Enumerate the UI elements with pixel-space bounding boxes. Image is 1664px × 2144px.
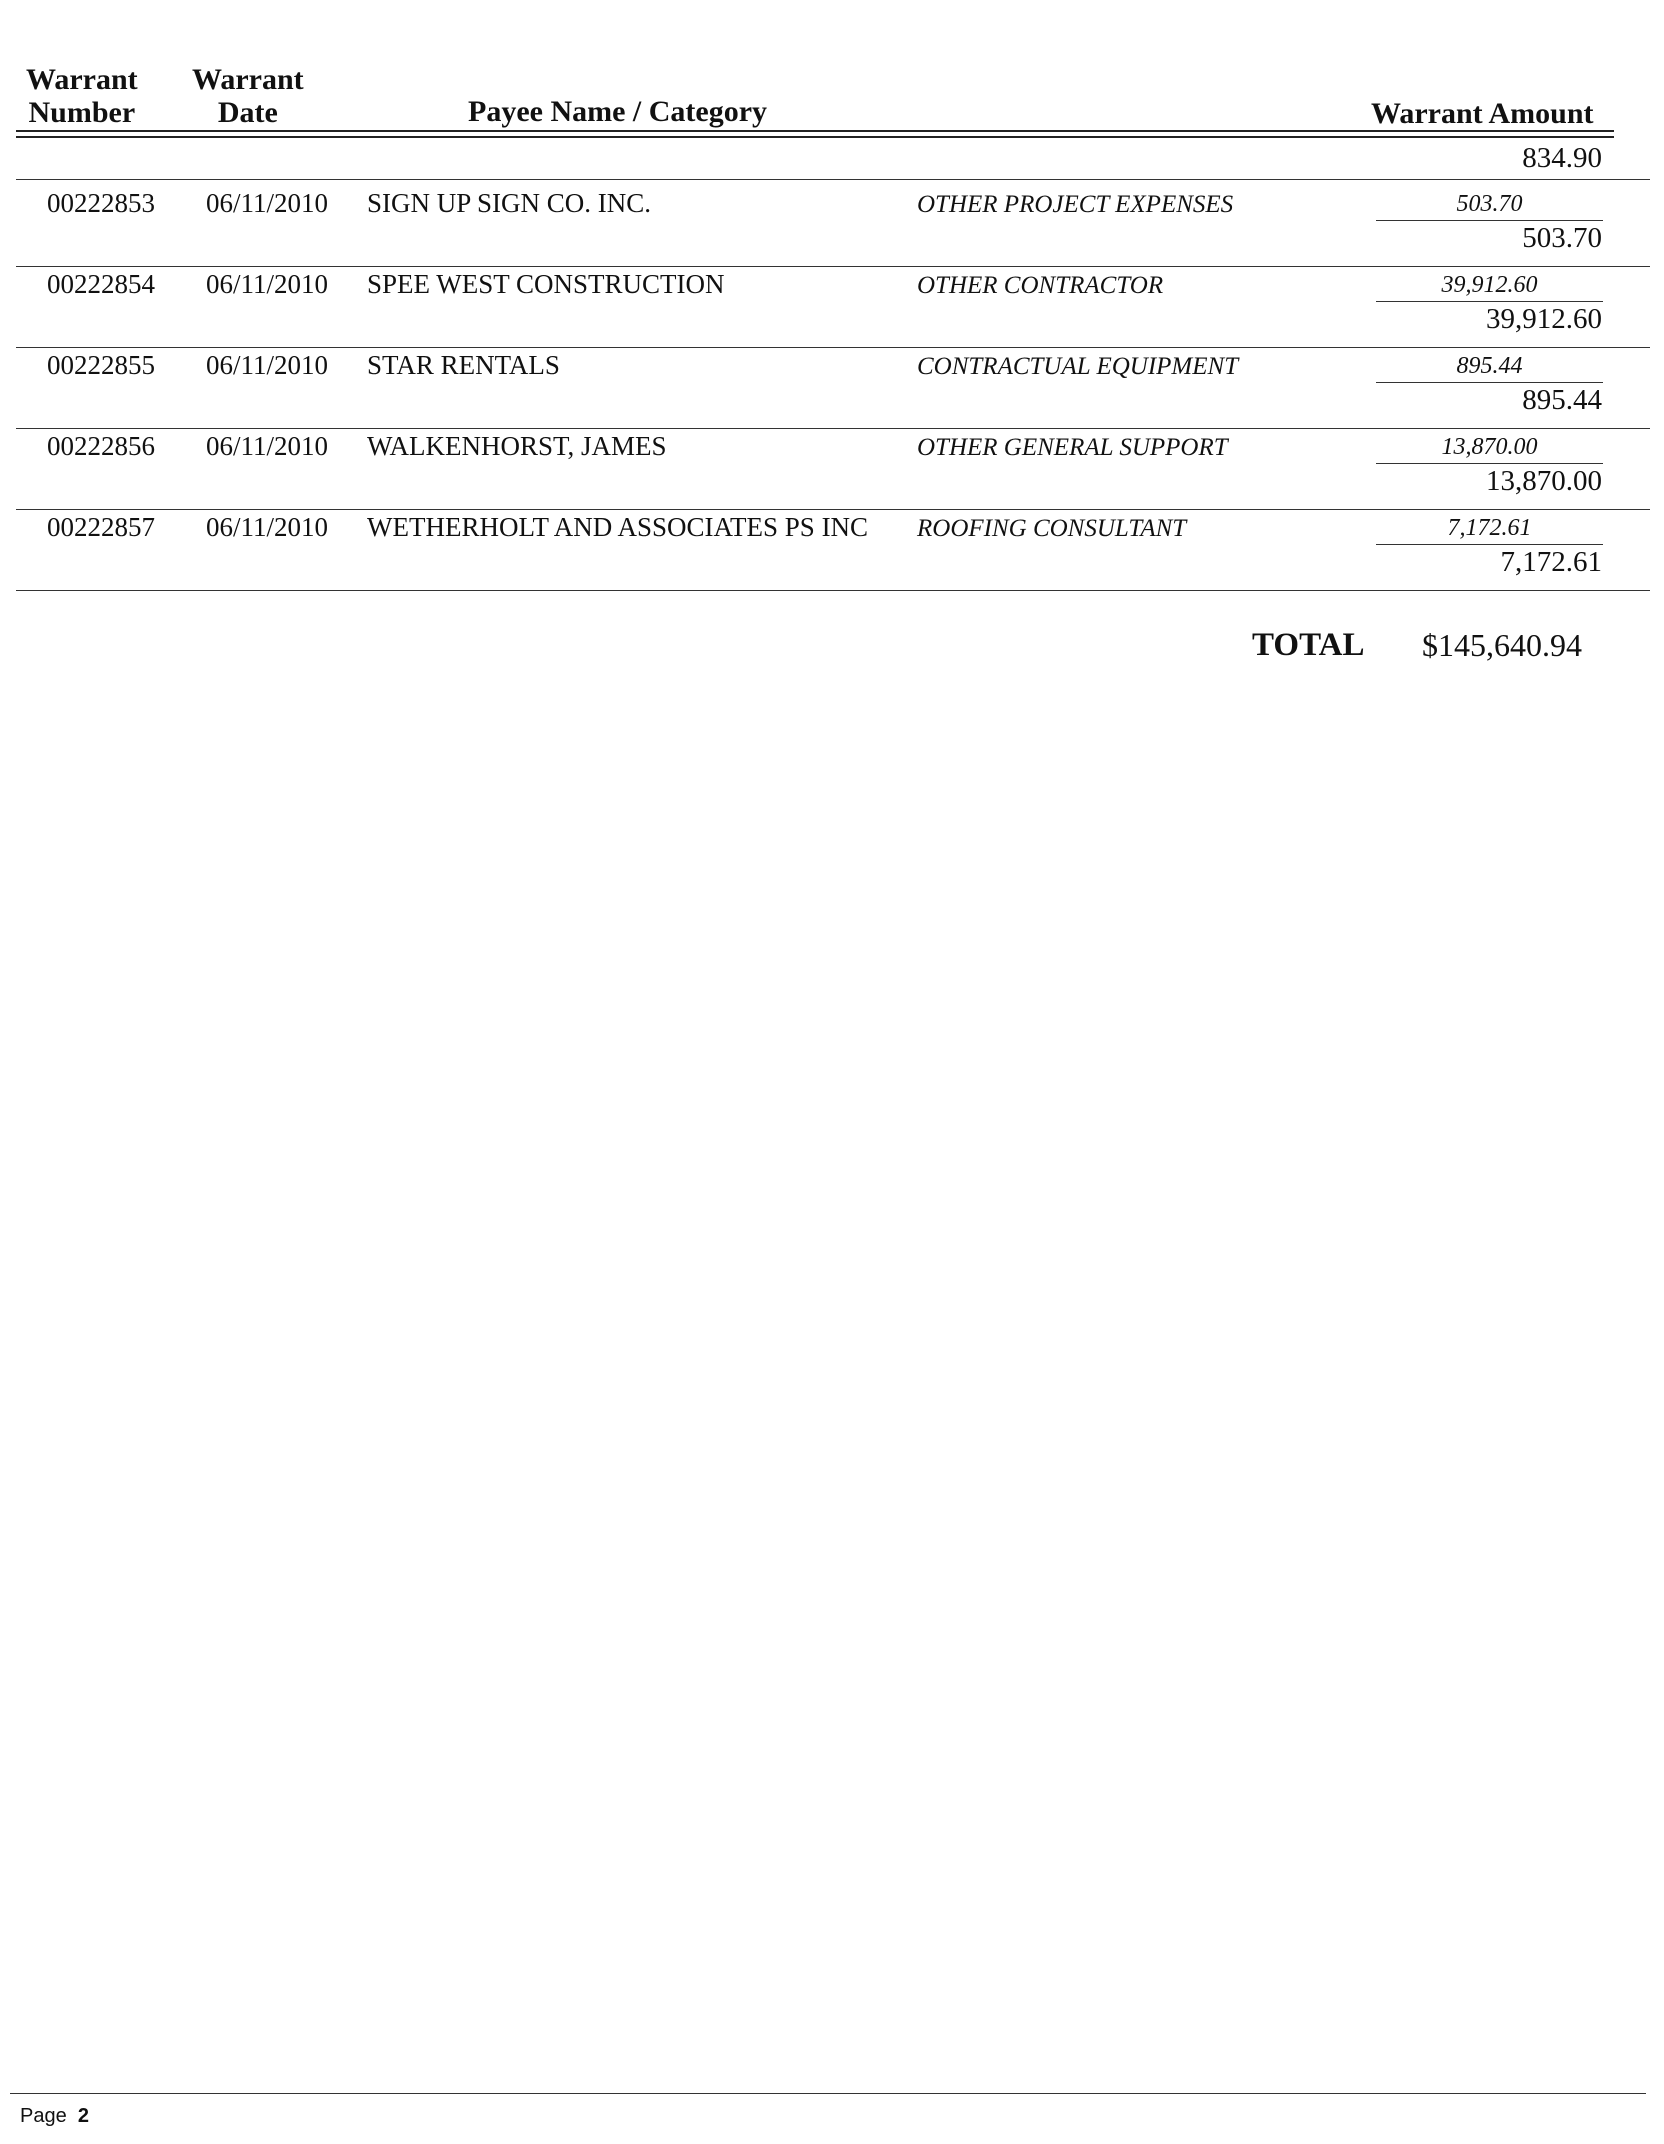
- warrant-date: 06/11/2010: [206, 512, 329, 542]
- category-name: OTHER PROJECT EXPENSES: [917, 191, 1234, 218]
- footer-rule: [10, 2093, 1646, 2094]
- warrant-date: 06/11/2010: [206, 431, 329, 461]
- table-row: [0, 431, 1664, 512]
- total-value: $145,640.94: [1422, 627, 1582, 663]
- page-label: Page: [20, 2105, 67, 2127]
- category-name: CONTRACTUAL EQUIPMENT: [917, 353, 1239, 380]
- warrant-date: 06/11/2010: [206, 269, 329, 299]
- category-name: ROOFING CONSULTANT: [917, 515, 1187, 542]
- row-divider: [16, 347, 1650, 348]
- total-label: TOTAL: [1252, 627, 1365, 663]
- carry-over-amount: 834.90: [1522, 142, 1602, 174]
- category-name: OTHER CONTRACTOR: [917, 272, 1164, 299]
- header-warrant-number-text: Warrant Number: [26, 63, 138, 129]
- category-amount: 7,172.61: [1376, 515, 1603, 545]
- page-number-value: 2: [77, 2105, 89, 2127]
- table-row: [0, 350, 1664, 431]
- header-payee-category: Payee Name / Category: [468, 95, 768, 128]
- warrant-amount: 39,912.60: [1486, 303, 1602, 335]
- table-row: [0, 269, 1664, 350]
- warrant-amount: 7,172.61: [1500, 546, 1602, 578]
- row-divider: [16, 266, 1650, 267]
- warrant-date: 06/11/2010: [206, 188, 329, 218]
- warrant-amount: 895.44: [1522, 384, 1602, 416]
- payee-name: SIGN UP SIGN CO. INC.: [367, 188, 652, 218]
- payee-name: SPEE WEST CONSTRUCTION: [367, 269, 725, 299]
- warrant-number: 00222854: [47, 269, 155, 299]
- table-row: [0, 188, 1664, 269]
- category-amount: 503.70: [1376, 191, 1603, 221]
- payee-name: WETHERHOLT AND ASSOCIATES PS INC: [367, 512, 869, 542]
- warrant-number: 00222856: [47, 431, 155, 461]
- category-name: OTHER GENERAL SUPPORT: [917, 434, 1228, 461]
- category-amount: 39,912.60: [1376, 272, 1603, 302]
- payee-name: WALKENHORST, JAMES: [367, 431, 667, 461]
- warrant-number: 00222857: [47, 512, 155, 542]
- payee-name: STAR RENTALS: [367, 350, 560, 380]
- row-divider: [16, 179, 1650, 180]
- header-warrant-number: [26, 63, 138, 129]
- warrant-date: 06/11/2010: [206, 350, 329, 380]
- row-divider: [16, 509, 1650, 510]
- table-row: [0, 512, 1664, 593]
- warrant-number: 00222855: [47, 350, 155, 380]
- page-number: [20, 2105, 89, 2128]
- header-warrant-amount: Warrant Amount: [1371, 97, 1594, 130]
- header-warrant-date-text: Warrant Date: [192, 63, 304, 129]
- category-amount: 13,870.00: [1376, 434, 1603, 464]
- category-amount: 895.44: [1376, 353, 1603, 383]
- row-divider: [16, 428, 1650, 429]
- header-double-rule: [16, 130, 1614, 138]
- header-warrant-date: [192, 63, 304, 129]
- row-divider: [16, 590, 1650, 591]
- warrant-number: 00222853: [47, 188, 155, 218]
- warrant-amount: 503.70: [1522, 222, 1602, 254]
- warrant-amount: 13,870.00: [1486, 465, 1602, 497]
